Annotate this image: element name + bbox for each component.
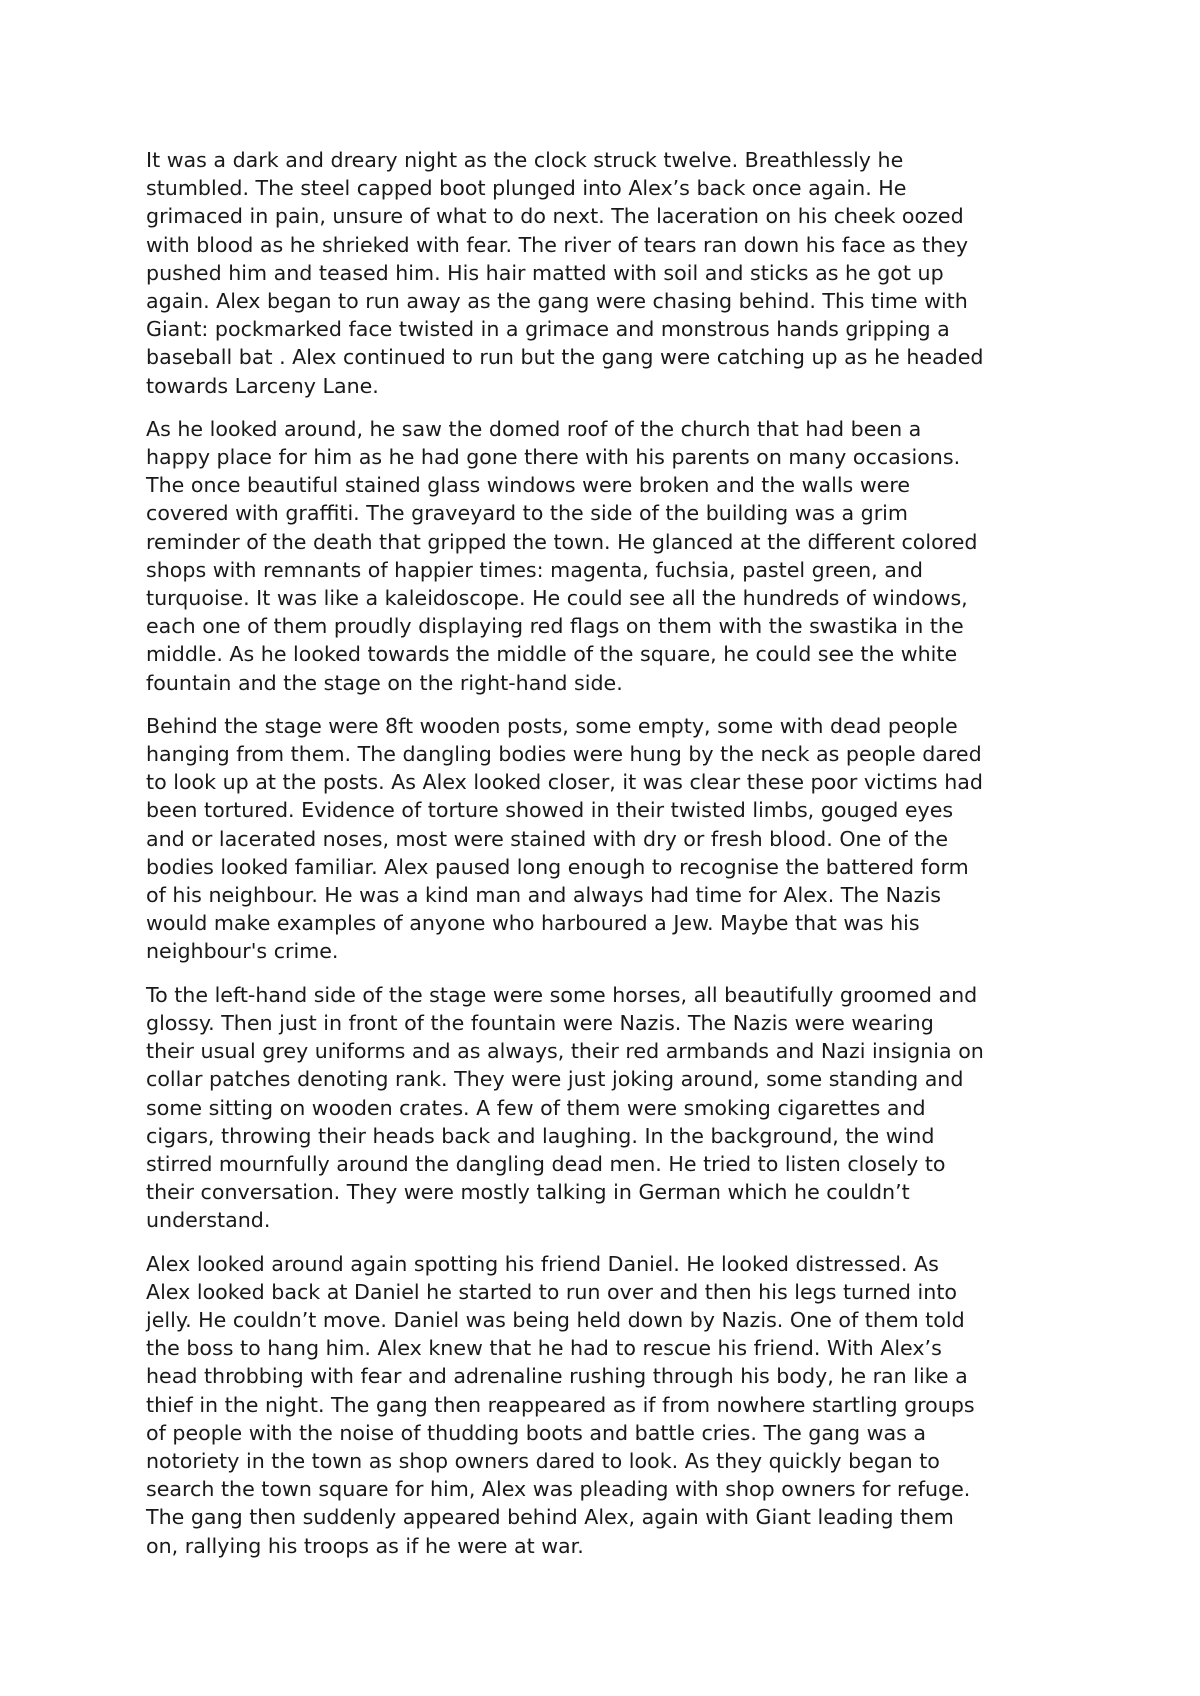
paragraph-4: To the left-hand side of the stage were some horses, all beautifully groomed and glossy. Then just in front of the fountain were Nazis. The Nazis were wearing their usual grey uniforms and as always, their red armbands and Nazi insignia on collar patches denoting rank. They were just joking around, some standing and some sitting on wooden crates. A few of them were smoking cigarettes and cigars, throwing their heads back and laughing. In the background, the wind stirred mournfully around the dangling dead men. He tried to listen closely to their conversation. They were mostly talking in German which he couldn’t understand.: [146, 982, 984, 1233]
paragraph-5: Alex looked around again spotting his friend Daniel. He looked distressed. As Alex looked back at Daniel he started to run over and then his legs turned into jelly. He couldn’t move. Daniel was being held down by Nazis. One of them told the boss to hang him. Alex knew that he had to rescue his friend. With Alex’s head throbbing with fear and adrenaline rushing through his body, he ran like a thief in the night. The gang then reappeared as if from nowhere startling groups of people with the noise of thudding boots and battle cries. The gang was a notoriety in the town as shop owners dared to look. As they quickly began to search the town square for him, Alex was pleading with shop owners for refuge. The gang then suddenly appeared behind Alex, again with Giant leading them on, rallying his troops as if he were at war.: [146, 1251, 975, 1558]
paragraph-3: Behind the stage were 8ft wooden posts, some empty, some with dead people hanging from them. The dangling bodies were hung by the neck as people dared to look up at the posts. As Alex looked closer, it was clear these poor victims had been tortured. Evidence of torture showed in their twisted limbs, gouged eyes and or lacerated noses, most were stained with dry or fresh blood. One of the bodies looked familiar. Alex paused long enough to recognise the battered form of his neighbour. He was a kind man and always had time for Alex. The Nazis would make examples of anyone who harboured a Jew. Maybe that was his neighbour's crime.: [146, 713, 983, 964]
document-body: [146, 146, 1066, 1575]
paragraph-1: It was a dark and dreary night as the clock struck twelve. Breathlessly he stumbled. The steel capped boot plunged into Alex’s back once again. He grimaced in pain, unsure of what to do next. The laceration on his cheek oozed with blood as he shrieked with fear. The river of tears ran down his face as they pushed him and teased him. His hair matted with soil and sticks as he got up again. Alex began to run away as the gang were chasing behind. This time with Giant: pockmarked face twisted in a grimace and monstrous hands gripping a baseball bat . Alex continued to run but the gang were catching up as he headed towards Larceny Lane.: [146, 148, 984, 398]
paragraph-2: As he looked around, he saw the domed roof of the church that had been a happy place for him as he had gone there with his parents on many occasions. The once beautiful stained glass windows were broken and the walls were covered with graffiti. The graveyard to the side of the building was a grim reminder of the death that gripped the town. He glanced at the different colored shops with remnants of happier times: magenta, fuchsia, pastel green, and turquoise. It was like a kaleidoscope. He could see all the hundreds of windows, each one of them proudly displaying red flags on them with the swastika in the middle. As he looked towards the middle of the square, he could see the white fountain and the stage on the right-hand side.: [146, 416, 978, 695]
